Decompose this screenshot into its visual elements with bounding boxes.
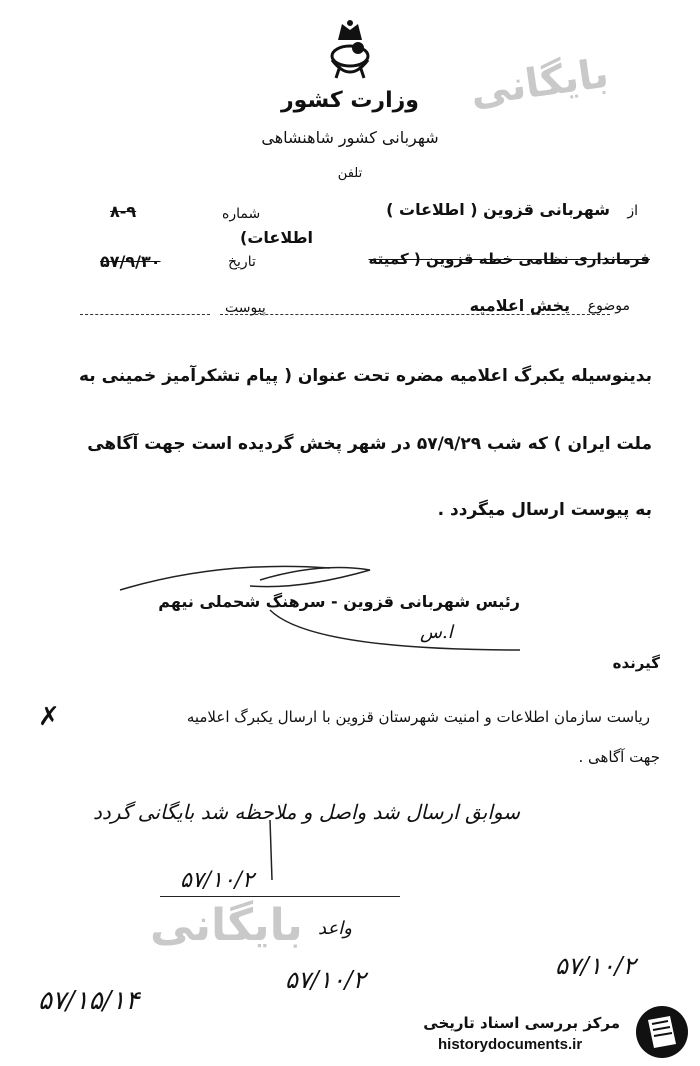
- ministry-title: وزارت کشور: [281, 88, 419, 113]
- subject-underline: [220, 314, 610, 315]
- lion-sun-emblem-icon: [318, 18, 382, 86]
- handwritten-note: سوابق ارسال شد واصل و ملاحظه شد بایگانی گردد: [93, 800, 520, 824]
- checkmark-icon: ✗: [38, 702, 60, 732]
- phone-label: تلفن: [337, 166, 363, 181]
- date-value: ۵۷/۹/۳۰: [100, 252, 161, 271]
- body-line-3: به پیوست ارسال میگردد .: [437, 500, 652, 520]
- ghost-stamp-bottom: بایگانی: [150, 900, 303, 951]
- handwritten-date-note-2: ۵۷/۱۰/۲: [285, 966, 366, 994]
- watermark-title: مرکز بررسی اسناد تاریخی: [423, 1014, 620, 1032]
- number-value: ۸-۹: [110, 202, 137, 221]
- handwritten-right-date: ۵۷/۱۰/۲: [555, 952, 636, 980]
- handwritten-date-note: ۵۷/۱۰/۲: [180, 868, 254, 893]
- signature-title: رئیس شهربانی قزوین - سرهنگ شحملی نیهم: [158, 592, 520, 611]
- recipient-line-1: ریاست سازمان اطلاعات و امنیت شهرستان قزوین با ارسال یکبرگ اعلامیه: [186, 708, 650, 726]
- recipient-line-2: جهت آگاهی .: [578, 748, 660, 766]
- handwritten-bottom-left-number: ۵۷/۱۵/۱۴: [38, 986, 140, 1016]
- subject-label: موضوع: [587, 298, 630, 314]
- attachment-label: پیوست: [225, 300, 266, 316]
- watermark-url: historydocuments.ir: [438, 1036, 583, 1053]
- handwritten-slash-icon: [260, 820, 280, 880]
- ghost-stamp-top-right: بایگانی: [467, 50, 612, 116]
- body-line-1: بدینوسیله یکبرگ اعلامیه مضره تحت عنوان ( پیام تشکرآمیز خمینی به: [78, 366, 652, 386]
- history-documents-logo-icon: [634, 1004, 690, 1060]
- subject-value: پخش اعلامیه: [469, 296, 570, 315]
- date-label: تاریخ: [228, 254, 256, 270]
- municipality-title: شهربانی کشور شاهنشاهی: [261, 128, 439, 147]
- body-line-2: ملت ایران ) که شب ۵۷/۹/۲۹ در شهر پخش گردیده است جهت آگاهی: [87, 434, 652, 454]
- number-label: شماره: [222, 206, 261, 222]
- handwritten-date-underline: [160, 896, 400, 897]
- from-label: از: [627, 203, 638, 219]
- from-value: شهربانی قزوین ( اطلاعات ): [386, 200, 610, 219]
- to-value: فرمانداری نظامی خطه قزوین ( کمیته: [368, 250, 650, 268]
- to-value-extra: اطلاعات): [240, 228, 314, 247]
- signature-initials: ا.س: [420, 622, 453, 643]
- attachment-underline: [80, 314, 210, 315]
- recipient-heading: گیرنده: [612, 654, 660, 672]
- handwritten-initials-note: واعد: [318, 918, 352, 939]
